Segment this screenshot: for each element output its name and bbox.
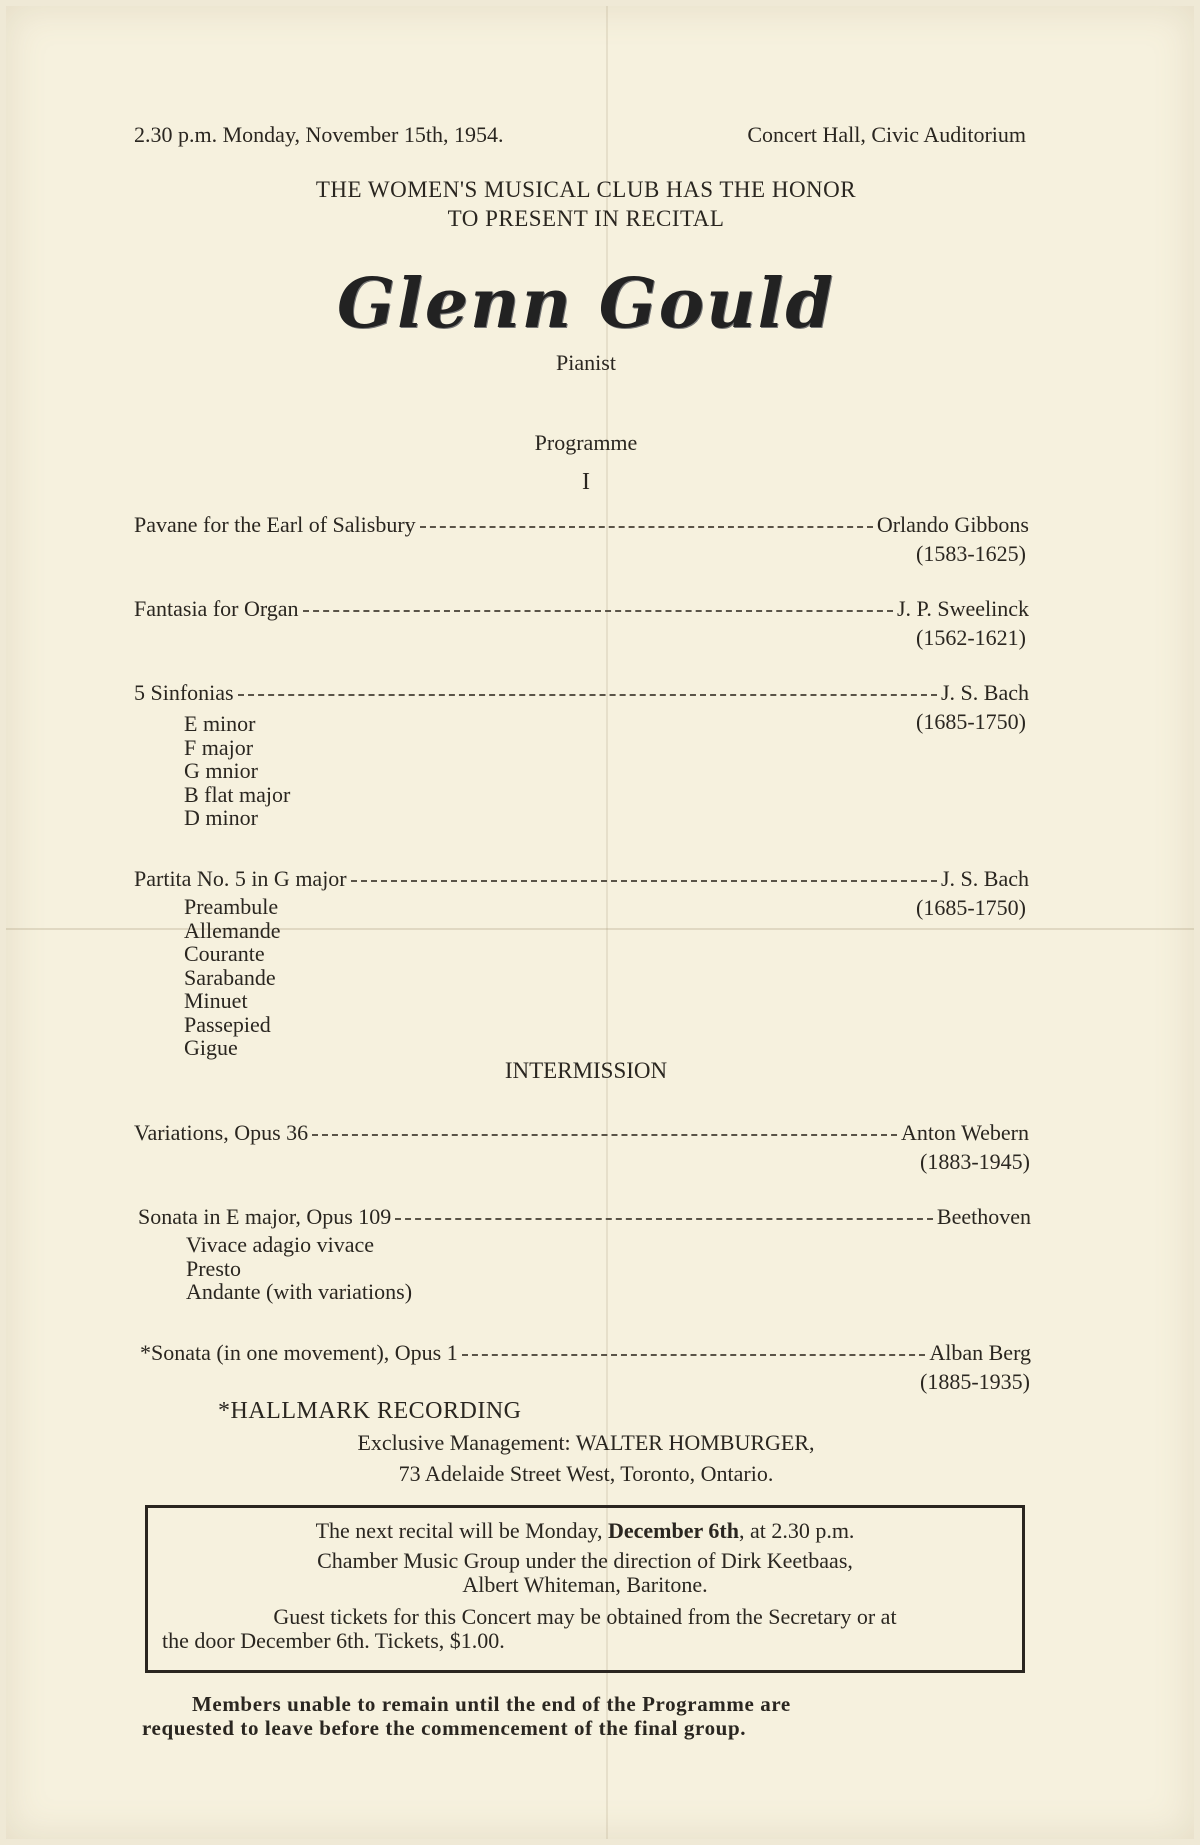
next-recital-performers: Chamber Music Group under the direction of Dirk Keetbaas, [317,1548,853,1573]
work-composer: Orlando Gibbons [876,512,1029,537]
programme-item [134,1120,1029,1146]
movement: Courante [184,941,265,966]
next-recital-soloist: Albert Whiteman, Baritone. [462,1572,708,1597]
movement: Sarabande [184,964,276,990]
programme-item [138,1204,1031,1230]
work-title: Variations, Opus 36 [134,1120,309,1145]
next-recital-date: The next recital will be Monday, December 6th, at 2.30 p.m. [315,1518,855,1543]
work-composer: J. P. Sweelinck [897,596,1029,621]
programme-item [134,866,1029,892]
work-composer: J. S. Bach [941,866,1029,891]
concert-datetime: 2.30 p.m. Monday, November 15th, 1954. [134,122,504,147]
composer-dates: (1883-1945) [920,1149,1030,1174]
performer-role: Pianist [556,350,616,375]
ticket-price-info: the door December 6th. Tickets, $1.00. [162,1628,505,1653]
dot-leader [312,1134,897,1136]
work-title: Partita No. 5 in G major [134,866,347,891]
work-composer: Beethoven [936,1204,1031,1229]
movement: Andante (with variations) [186,1279,413,1304]
programme-heading: Programme [534,430,638,455]
composer-dates: (1583-1625) [916,541,1026,566]
work-composer: Alban Berg [929,1340,1031,1365]
dot-leader [351,880,937,882]
movement: B flat major [184,781,291,807]
movement: E minor [184,711,256,736]
movement: Vivace adagio vivace [186,1232,375,1257]
programme-item [134,680,1029,706]
dot-leader [238,694,937,696]
movement: Allemande [184,917,281,943]
movement: D minor [184,805,258,830]
recording-footnote: *HALLMARK RECORDING [218,1398,522,1424]
composer-dates: (1562-1621) [916,625,1026,650]
movement: G mnior [184,758,258,783]
work-title: Sonata in E major, Opus 109 [138,1204,392,1229]
management-line: Exclusive Management: WALTER HOMBURGER, [357,1430,815,1455]
dot-leader [303,610,893,612]
guest-tickets-info: Guest tickets for this Concert may be obtained from the Secretary or at [273,1604,897,1629]
programme-part-number: I [582,469,590,495]
dot-leader [420,526,873,528]
work-title: 5 Sinfonias [134,680,234,705]
movement: Passepied [184,1011,271,1037]
work-title: *Sonata (in one movement), Opus 1 [140,1340,458,1365]
composer-dates: (1685-1750) [916,895,1026,920]
programme-sheet [6,6,1194,1839]
dot-leader [462,1354,926,1356]
dot-leader [395,1218,933,1220]
members-notice-line-1: Members unable to remain until the end of the Programme are [192,1692,791,1716]
composer-dates: (1885-1935) [920,1369,1030,1394]
programme-item [134,512,1029,538]
movement: F major [184,734,254,760]
programme-item [140,1340,1031,1366]
movement: Minuet [184,988,248,1013]
movement-list [184,712,290,830]
movement-list [186,1233,412,1304]
movement: Gigue [184,1035,238,1060]
work-title: Fantasia for Organ [134,596,299,621]
next-recital-box [145,1505,1025,1673]
work-composer: J. S. Bach [941,680,1029,705]
members-notice-line-2: requested to leave before the commencement of the final group. [142,1716,747,1740]
composer-dates: (1685-1750) [916,709,1026,734]
concert-venue: Concert Hall, Civic Auditorium [747,122,1026,147]
programme-item [134,596,1029,622]
management-address: 73 Adelaide Street West, Toronto, Ontario. [398,1461,774,1486]
work-composer: Anton Webern [901,1120,1029,1145]
movement: Presto [186,1255,241,1281]
work-title: Pavane for the Earl of Salisbury [134,512,416,537]
intro-line-1: THE WOMEN'S MUSICAL CLUB HAS THE HONOR [315,177,857,202]
performer-name: Glenn Gould [337,264,835,344]
movement: Preambule [184,894,279,919]
intro-line-2: TO PRESENT IN RECITAL [447,206,725,231]
movement-list [184,895,281,1060]
intermission-label: INTERMISSION [504,1058,668,1083]
